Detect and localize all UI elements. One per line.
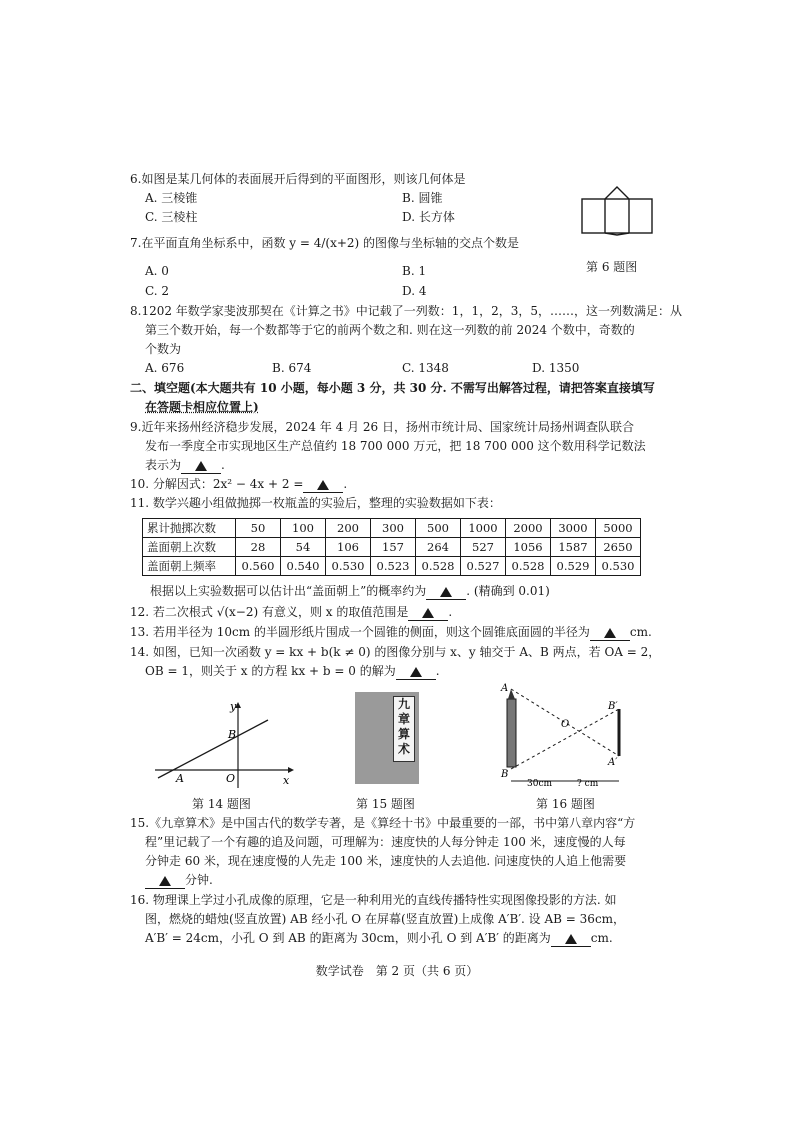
- q11-precision-note: . (精确到 0.01): [466, 584, 550, 598]
- table-cell: 28: [236, 538, 281, 557]
- q11-after-text: 根据以上实验数据可以估计出“盖面朝上”的概率约为: [150, 584, 427, 598]
- section-2-heading: 二、填空题(本大题共有 10 小题，每小题 3 分，共 30 分. 不需写出解答过程，请把答案直接填写: [130, 381, 655, 395]
- q6-option-c: C. 三棱柱: [145, 210, 198, 224]
- table-cell: 50: [236, 519, 281, 538]
- q13-answer-blank: [590, 625, 630, 641]
- fig15-book-cover: [355, 692, 419, 784]
- table-cell: 0.530: [326, 557, 371, 576]
- fig15-book-title: 九章算术: [393, 696, 415, 762]
- table-row-header: 盖面朝上次数: [143, 538, 236, 557]
- fig16-distance-left: 30cm: [527, 779, 553, 789]
- table-cell: 0.523: [371, 557, 416, 576]
- fig14-point-a: A: [176, 772, 184, 785]
- table-cell: 300: [371, 519, 416, 538]
- q6-option-d: D. 长方体: [402, 210, 455, 224]
- q14-line-1: 14. 如图，已知一次函数 y = kx + b(k ≠ 0) 的图像分别与 x、y 轴交于 A、B 两点，若 OA = 2，: [130, 645, 661, 659]
- fig16-label-a-prime: A′: [608, 757, 618, 768]
- table-cell: 5000: [596, 519, 641, 538]
- q7-stem: 7.在平面直角坐标系中，函数 y = 4/(x+2) 的图像与坐标轴的交点个数是: [130, 236, 520, 250]
- table-row-header: 累计抛掷次数: [143, 519, 236, 538]
- table-cell: 0.527: [461, 557, 506, 576]
- answer-triangle-icon: [604, 628, 616, 638]
- q7-option-a: A. 0: [145, 264, 169, 278]
- fig15-caption: 第 15 题图: [356, 797, 415, 811]
- q7-option-d: D. 4: [402, 284, 427, 298]
- table-row: [143, 557, 641, 576]
- q15-line-3: 分钟走 60 米，现在速度慢的人先走 100 米，速度快的人去追他. 问速度快的人追上他需要: [145, 854, 627, 868]
- table-cell: 2650: [596, 538, 641, 557]
- table-cell: 0.540: [281, 557, 326, 576]
- table-cell: 3000: [551, 519, 596, 538]
- answer-triangle-icon: [422, 608, 434, 618]
- table-cell: 2000: [506, 519, 551, 538]
- q6-net-figure: [578, 185, 656, 237]
- table-cell: 0.530: [596, 557, 641, 576]
- q6-stem: 6.如图是某几何体的表面展开后得到的平面图形，则该几何体是: [130, 172, 466, 186]
- table-cell: 0.560: [236, 557, 281, 576]
- q8-option-d: D. 1350: [532, 361, 580, 375]
- q11-stem: 11. 数学兴趣小组做抛掷一枚瓶盖的实验后，整理的实验数据如下表：: [130, 496, 501, 510]
- fig14-origin: O: [226, 772, 236, 785]
- fig16-label-a: A: [501, 683, 509, 694]
- table-row-header: 盖面朝上频率: [143, 557, 236, 576]
- q12-stem: 12. 若二次根式 √(x−2) 有意义，则 x 的取值范围是: [130, 605, 409, 619]
- q15-line-1: 15.《九章算术》是中国古代的数学专著，是《算经十书》中最重要的一部，书中第八章内容“方: [130, 816, 636, 830]
- q9-line-2: 发布一季度全市实现地区生产总值约 18 700 000 万元，把 18 700 000 这个数用科学记数法: [145, 439, 646, 453]
- q8-option-b: B. 674: [272, 361, 312, 375]
- fig16-label-b: B: [501, 769, 509, 780]
- table-cell: 1056: [506, 538, 551, 557]
- table-row: [143, 538, 641, 557]
- table-cell: 264: [416, 538, 461, 557]
- answer-triangle-icon: [195, 461, 207, 471]
- page-footer: 数学试卷 第 2 页（共 6 页）: [315, 964, 479, 978]
- q8-line-1: 8.1202 年数学家斐波那契在《计算之书》中记载了一列数：1，1，2，3，5，……，这一列数满足：从: [130, 304, 682, 318]
- q10-stem: 10. 分解因式：2x² − 4x + 2 =: [130, 477, 304, 491]
- q11-data-table: [142, 518, 641, 576]
- fig14-caption: 第 14 题图: [192, 797, 251, 811]
- table-cell: 54: [281, 538, 326, 557]
- q6-option-b: B. 圆锥: [402, 191, 443, 205]
- q13-unit: cm.: [629, 625, 652, 639]
- q7-option-b: B. 1: [402, 264, 427, 278]
- fig16-distance-right: ? cm: [577, 779, 599, 789]
- q12-answer-blank: [408, 605, 448, 621]
- q14-answer-blank: [396, 664, 436, 680]
- q15-line-4: 分钟.: [185, 873, 213, 887]
- q7-option-c: C. 2: [145, 284, 170, 298]
- q6-option-a: A. 三棱锥: [145, 191, 198, 205]
- q15-line-2: 程”里记载了一个有趣的追及问题，可理解为：速度快的人每分钟走 100 米，速度慢的人每: [145, 835, 626, 849]
- fig16-label-b-prime: B′: [608, 701, 618, 712]
- q8-line-3: 个数为: [145, 342, 182, 356]
- q16-answer-blank: [551, 931, 591, 947]
- q15-answer-blank: [145, 873, 185, 889]
- fig14-graph: [150, 700, 295, 790]
- table-cell: 0.529: [551, 557, 596, 576]
- q9-answer-blank: [181, 458, 221, 474]
- table-cell: 527: [461, 538, 506, 557]
- q8-option-a: A. 676: [145, 361, 185, 375]
- table-cell: 0.528: [416, 557, 461, 576]
- q8-option-c: C. 1348: [402, 361, 449, 375]
- fig16-label-o: O: [561, 719, 570, 730]
- q16-line-3: A′B′ = 24cm，小孔 O 到 AB 的距离为 30cm，则小孔 O 到 A′B′ 的距离为: [145, 931, 551, 945]
- answer-triangle-icon: [410, 667, 422, 677]
- fig16-pinhole-diagram: [495, 683, 635, 793]
- answer-triangle-icon: [317, 480, 329, 490]
- table-cell: 0.528: [506, 557, 551, 576]
- q12-end: .: [448, 605, 453, 619]
- fig16-caption: 第 16 题图: [536, 797, 595, 811]
- table-cell: 1000: [461, 519, 506, 538]
- table-cell: 100: [281, 519, 326, 538]
- answer-triangle-icon: [159, 876, 171, 886]
- q9-line-3: 表示为: [145, 458, 182, 472]
- table-cell: 157: [371, 538, 416, 557]
- q9-line-1: 9.近年来扬州经济稳步发展，2024 年 4 月 26 日，扬州市统计局、国家统计局扬州调查队联合: [130, 420, 634, 434]
- q16-line-1: 16. 物理课上学过小孔成像的原理，它是一种利用光的直线传播特性实现图像投影的方法. 如: [130, 893, 617, 907]
- table-cell: 200: [326, 519, 371, 538]
- q6-figure-caption: 第 6 题图: [586, 260, 638, 274]
- q10-answer-blank: [303, 477, 343, 493]
- table-cell: 1587: [551, 538, 596, 557]
- table-cell: 500: [416, 519, 461, 538]
- table-cell: 106: [326, 538, 371, 557]
- answer-triangle-icon: [565, 934, 577, 944]
- q13-stem: 13. 若用半径为 10cm 的半圆形纸片围成一个圆锥的侧面，则这个圆锥底面圆的半径为: [130, 625, 590, 639]
- q11-answer-blank: [426, 584, 466, 600]
- fig14-y-label: y: [230, 700, 237, 713]
- table-row: [143, 519, 641, 538]
- fig14-point-b: B: [228, 728, 237, 741]
- answer-triangle-icon: [440, 587, 452, 597]
- fig14-x-label: x: [283, 774, 290, 787]
- q16-unit: cm.: [590, 931, 613, 945]
- q16-line-2: 图，燃烧的蜡烛(竖直放置) AB 经小孔 O 在屏幕(竖直放置)上成像 A′B′. 设 AB = 36cm，: [145, 912, 626, 926]
- q8-line-2: 第三个数开始，每一个数都等于它的前两个数之和. 则在这一列数的前 2024 个数中，奇数的: [145, 323, 635, 337]
- q14-line-2: OB = 1，则关于 x 的方程 kx + b = 0 的解为: [145, 664, 396, 678]
- section-2-heading-cont: 在答题卡相应位置上): [145, 400, 259, 414]
